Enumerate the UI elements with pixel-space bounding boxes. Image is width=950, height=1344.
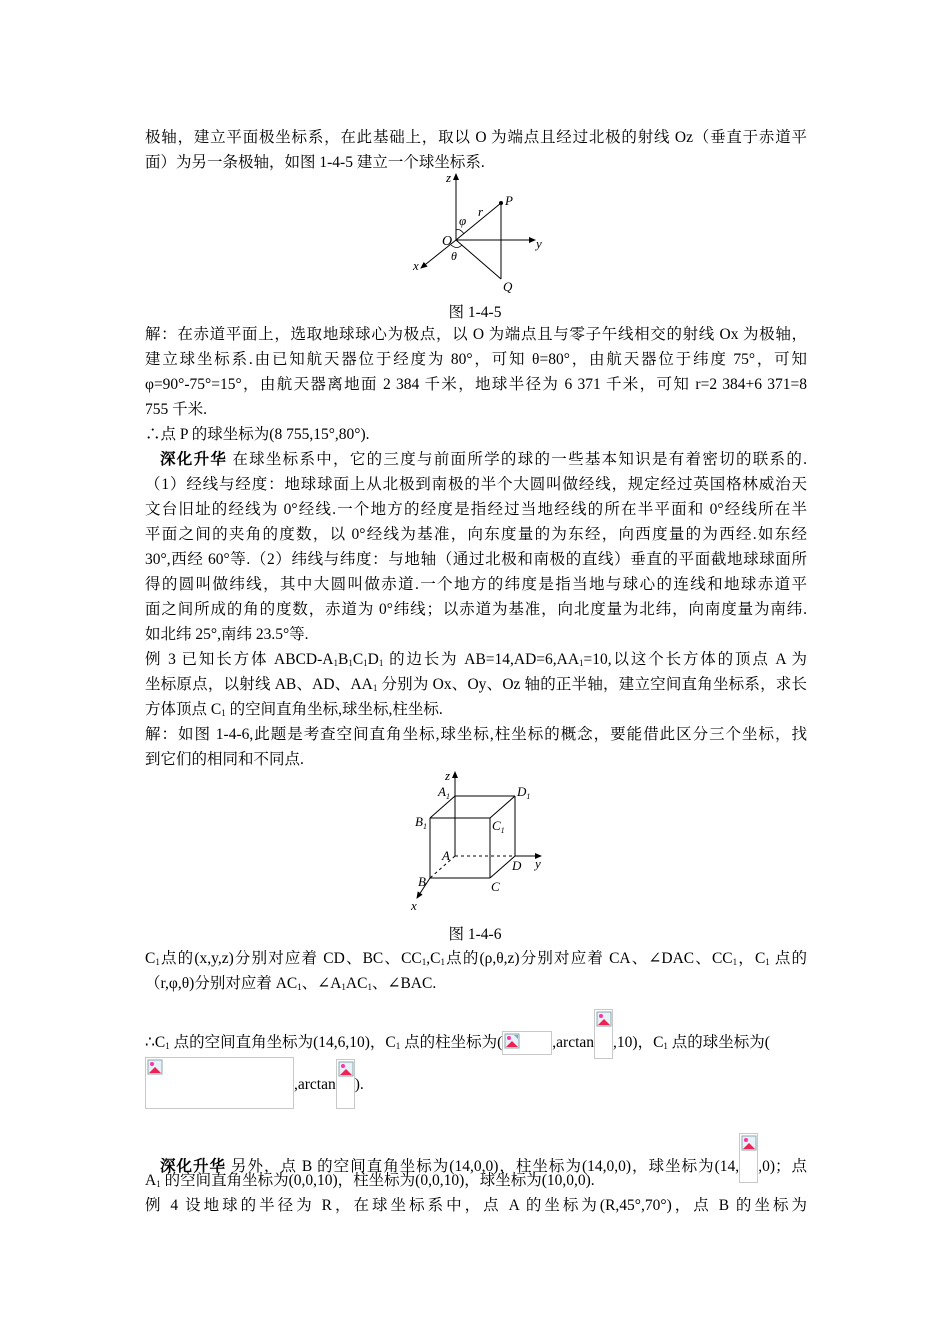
phi-arc bbox=[456, 230, 464, 235]
point-p bbox=[499, 201, 503, 205]
text-line: （1）经线与经度：地球球面上从北极到南极的半个大圆叫做经线，规定经过英国格林威治天 bbox=[145, 476, 807, 493]
label-r: r bbox=[478, 204, 484, 219]
label-b: B bbox=[418, 874, 426, 889]
label-d1: $D_1$ bbox=[517, 784, 531, 801]
label-a1: $A_1$ bbox=[438, 784, 450, 801]
label-phi: φ bbox=[459, 213, 467, 228]
label-x: x bbox=[411, 898, 417, 913]
text-line: 到它们的相同和不同点. bbox=[145, 751, 304, 768]
solution-block bbox=[145, 322, 807, 772]
text-line: 文台旧址的经线为 0°经线.一个地方的经度是指经过当地经线的所在半平面和 0°经线所在半 bbox=[145, 501, 807, 518]
figure-caption: 图 1-4-5 bbox=[448, 304, 502, 321]
deepen-label: 深化升华 bbox=[160, 1158, 227, 1175]
correspondence-block bbox=[145, 946, 807, 996]
text-line: 极轴，建立平面极坐标系，在此基础上，取以 O 为端点且经过北极的射线 Oz（垂直于赤道平 bbox=[145, 129, 807, 146]
coords-line-1 bbox=[145, 1009, 807, 1051]
label-c1: $C_1$ bbox=[492, 818, 505, 835]
projection-ray bbox=[456, 240, 501, 279]
label-z: z bbox=[446, 170, 452, 185]
text-line: 面之间所成的角的度数，赤道为 0°纬线；以赤道为基准，向北度量为北纬，向南度量为南纬. bbox=[145, 601, 807, 618]
label-x: x bbox=[413, 258, 419, 273]
broken-image-icon bbox=[336, 1059, 355, 1109]
text-line: 30°,西经 60°等.（2）纬线与纬度：与地轴（通过北极和南极的直线）垂直的平面截地球球面所 bbox=[145, 551, 807, 568]
label-b1: $B_1$ bbox=[415, 814, 427, 831]
text-line: 平面之间的夹角的度数，以 0°经线为基准，向东度量的为东经，向西度量的为西经.如东经 bbox=[145, 526, 807, 543]
text-line: 深化升华 另外，点 B 的空间直角坐标为(14,0,0)，柱坐标为(14,0,0)，球坐标为(14, ,0)；点 bbox=[145, 1133, 807, 1158]
text-line: 得的圆叫做纬线，其中大圆叫做赤道.一个地方的纬度是指当地与球心的连线和地球赤道平 bbox=[145, 576, 807, 593]
text-line: 755 千米. bbox=[145, 401, 208, 418]
label-d: D bbox=[512, 858, 522, 873]
coords-line-2 bbox=[145, 1057, 807, 1109]
text-line: 解：在赤道平面上，选取地球球心为极点，以 O 为端点且与零子午线相交的射线 Ox 为极轴， bbox=[145, 326, 807, 343]
text-line: （r,φ,θ)分别对应着 $AC_1$、$\angle A_1AC_1$、∠BAC. bbox=[145, 975, 437, 992]
text-line: 方体顶点 $C_1$ 的空间直角坐标,球坐标,柱坐标. bbox=[145, 701, 443, 718]
text-line: $A_1$ 的空间直角坐标为(0,0,10)，柱坐标为(0,0,10)，球坐标为(10,0,0). bbox=[145, 1172, 595, 1189]
label-y: y bbox=[535, 856, 541, 871]
deepen-label: 深化升华 bbox=[160, 451, 228, 468]
broken-image-icon bbox=[145, 1057, 294, 1109]
text-line: $\therefore C_1$ 点的空间直角坐标为(14,6,10)，$C_1$ 点的柱坐标为( ,arctan ,10)，$C_1$ 点的球坐标为( bbox=[145, 1009, 807, 1034]
text-line: ,arctan ). bbox=[145, 1057, 807, 1109]
text-line: 坐标原点，以射线 AB、AD、$AA_1$ 分别为 Ox、Oy、Oz 轴的正半轴，建立空间直角坐标系，求长 bbox=[145, 676, 807, 693]
cuboid-figure bbox=[405, 768, 555, 916]
broken-image-icon bbox=[502, 1031, 552, 1055]
label-o: O bbox=[442, 234, 453, 249]
text-line: 例 3 已知长方体 ABCD-$A_1B_1C_1D_1$ 的边长为 $AB=14,AD=6,AA_1=10$,以这个长方体的顶点 A 为 bbox=[145, 651, 807, 668]
label-a: A bbox=[442, 848, 450, 863]
edge bbox=[430, 796, 455, 818]
text-line: 面）为另一条极轴，如图 1-4-5 建立一个球坐标系. bbox=[145, 154, 485, 171]
text-line: 深化升华 在球坐标系中，它的三度与前面所学的球的一些基本知识是有着密切的联系的. bbox=[160, 451, 807, 468]
text-line: $C_1$点的(x,y,z)分别对应着 CD、BC、$CC_1,C_1$点的(ρ,θ,z)分别对应着 CA、∠DAC、$CC_1$，$C_1$ 点的 bbox=[145, 950, 807, 967]
broken-image-icon bbox=[594, 1009, 613, 1059]
label-q: Q bbox=[503, 279, 513, 294]
text-line: ∴点 P 的球坐标为(8 755,15°,80°). bbox=[145, 426, 370, 443]
deepen-block-2b bbox=[145, 1168, 807, 1218]
text-line: φ=90°-75°=15°，由航天器离地面 2 384 千米，地球半径为 6 371 千米，可知 r=2 384+6 371=8 bbox=[145, 376, 807, 393]
spherical-coordinate-figure bbox=[405, 168, 555, 296]
deepen-block-2 bbox=[145, 1133, 807, 1175]
figure-caption: 图 1-4-6 bbox=[448, 926, 502, 943]
label-p: P bbox=[505, 193, 513, 208]
edge bbox=[490, 796, 515, 818]
theta-arc bbox=[451, 245, 462, 248]
label-c: C bbox=[491, 879, 500, 894]
text-line: 建立球坐标系.由已知航天器位于经度为 80°，可知 θ=80°，由航天器位于纬度 75°，可知 bbox=[145, 351, 807, 368]
label-theta: θ bbox=[451, 249, 457, 263]
label-z: z bbox=[445, 768, 451, 783]
text-line: 解：如图 1-4-6,此题是考查空间直角坐标,球坐标,柱坐标的概念，要能借此区分三个坐标，找 bbox=[145, 726, 807, 743]
text-line: 如北纬 25°,南纬 23.5°等. bbox=[145, 626, 309, 643]
label-y: y bbox=[536, 236, 542, 251]
text-line: 例 4 设地球的半径为 R，在球坐标系中，点 A 的坐标为(R,45°,70°)，点 B 的坐标为 bbox=[145, 1197, 807, 1214]
